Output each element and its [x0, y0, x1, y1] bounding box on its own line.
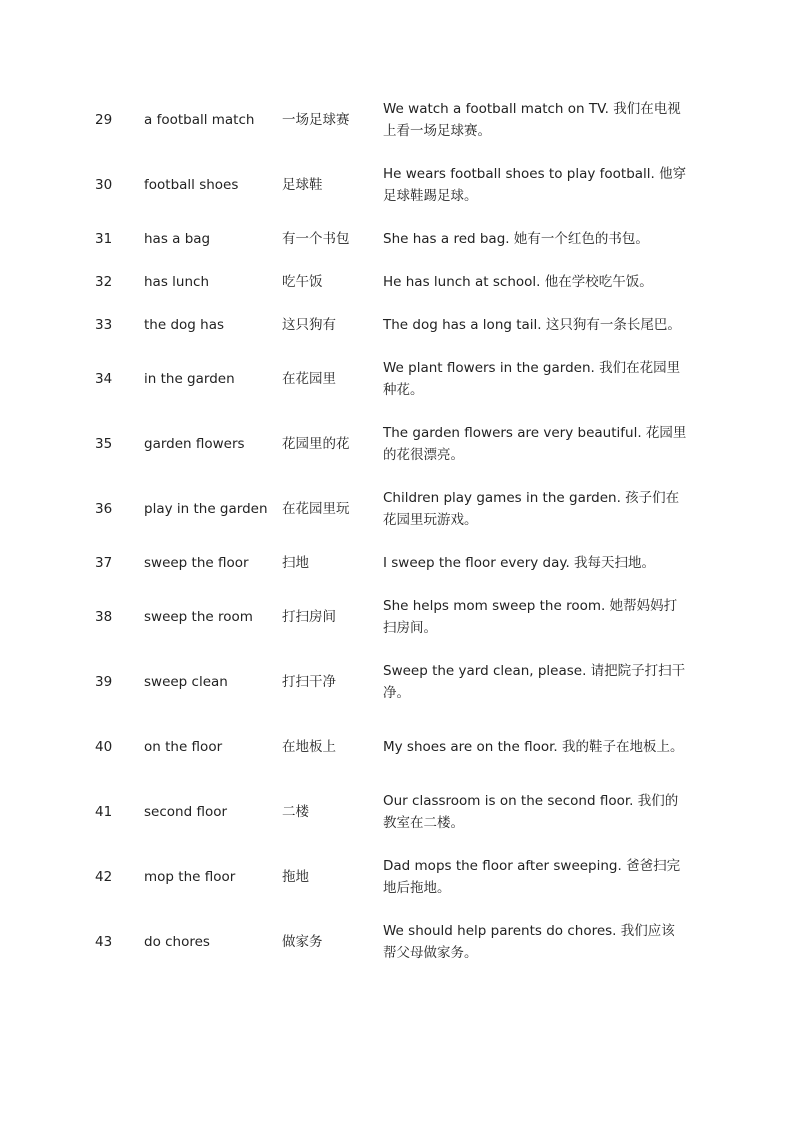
row-phrase: play in the garden — [144, 501, 268, 517]
row-number: 41 — [95, 804, 113, 820]
row-number: 42 — [95, 869, 113, 885]
row-phrase: in the garden — [144, 371, 235, 387]
row-chinese: 在花园里 — [282, 371, 336, 387]
table-row — [82, 314, 702, 336]
row-phrase: has lunch — [144, 274, 209, 290]
row-example: My shoes are on the floor. 我的鞋子在地板上。 — [383, 739, 684, 755]
row-example: We should help parents do chores. 我们应该帮父母做家务。 — [383, 923, 675, 961]
row-example: He wears football shoes to play football. 他穿足球鞋踢足球。 — [383, 166, 687, 204]
vocab-table — [82, 98, 702, 964]
row-number: 34 — [95, 371, 113, 387]
row-number: 40 — [95, 739, 113, 755]
row-phrase: a football match — [144, 112, 255, 128]
row-phrase: sweep the floor — [144, 555, 249, 571]
row-number: 39 — [95, 674, 113, 690]
row-chinese: 一场足球赛 — [282, 112, 350, 128]
table-row — [82, 920, 702, 964]
row-chinese: 拖地 — [282, 869, 309, 885]
table-row — [82, 98, 702, 142]
row-phrase: sweep the room — [144, 609, 253, 625]
table-row — [82, 660, 702, 704]
row-chinese: 在花园里玩 — [282, 501, 350, 517]
row-example: Our classroom is on the second floor. 我们的教室在二楼。 — [383, 793, 679, 831]
table-row — [82, 552, 702, 574]
row-number: 35 — [95, 436, 113, 452]
row-example: He has lunch at school. 他在学校吃午饭。 — [383, 274, 653, 290]
table-row — [82, 357, 702, 401]
table-row — [82, 422, 702, 466]
row-phrase: do chores — [144, 934, 210, 950]
row-phrase: on the floor — [144, 739, 223, 755]
row-example: Dad mops the floor after sweeping. 爸爸扫完地后拖地。 — [383, 858, 681, 896]
row-example: She has a red bag. 她有一个红色的书包。 — [383, 231, 649, 247]
row-chinese: 打扫房间 — [282, 609, 336, 625]
row-phrase: the dog has — [144, 317, 224, 333]
row-number: 38 — [95, 609, 113, 625]
row-example: We plant flowers in the garden. 我们在花园里种花。 — [383, 360, 681, 398]
row-number: 29 — [95, 112, 113, 128]
row-example: The dog has a long tail. 这只狗有一条长尾巴。 — [383, 317, 681, 333]
row-example: Sweep the yard clean, please. 请把院子打扫干净。 — [383, 663, 686, 701]
row-number: 36 — [95, 501, 113, 517]
row-chinese: 在地板上 — [282, 739, 336, 755]
row-chinese: 做家务 — [282, 934, 323, 950]
row-phrase: mop the floor — [144, 869, 236, 885]
table-row — [82, 790, 702, 834]
row-phrase: second floor — [144, 804, 228, 820]
row-chinese: 扫地 — [282, 555, 309, 571]
row-chinese: 吃午饭 — [282, 274, 323, 290]
row-phrase: sweep clean — [144, 674, 228, 690]
row-chinese: 这只狗有 — [282, 317, 336, 333]
table-row — [82, 725, 702, 769]
row-number: 32 — [95, 274, 113, 290]
row-phrase: garden flowers — [144, 436, 245, 452]
row-number: 43 — [95, 934, 113, 950]
row-number: 30 — [95, 177, 113, 193]
row-example: We watch a football match on TV. 我们在电视上看一场足球赛。 — [383, 101, 681, 139]
table-row — [82, 228, 702, 250]
row-chinese: 有一个书包 — [282, 231, 350, 247]
row-chinese: 足球鞋 — [282, 177, 323, 193]
row-number: 37 — [95, 555, 113, 571]
row-chinese: 花园里的花 — [282, 436, 350, 452]
row-example: Children play games in the garden. 孩子们在花园里玩游戏。 — [383, 490, 680, 528]
row-number: 33 — [95, 317, 113, 333]
table-row — [82, 855, 702, 899]
row-example: She helps mom sweep the room. 她帮妈妈打扫房间。 — [383, 598, 678, 636]
row-chinese: 打扫干净 — [282, 674, 336, 690]
row-example: The garden flowers are very beautiful. 花园里的花很漂亮。 — [383, 425, 687, 463]
row-number: 31 — [95, 231, 113, 247]
row-phrase: has a bag — [144, 231, 211, 247]
table-row — [82, 595, 702, 639]
row-phrase: football shoes — [144, 177, 239, 193]
table-row — [82, 487, 702, 531]
row-example: I sweep the floor every day. 我每天扫地。 — [383, 555, 656, 571]
table-row — [82, 163, 702, 207]
table-row — [82, 271, 702, 293]
row-chinese: 二楼 — [282, 804, 309, 820]
